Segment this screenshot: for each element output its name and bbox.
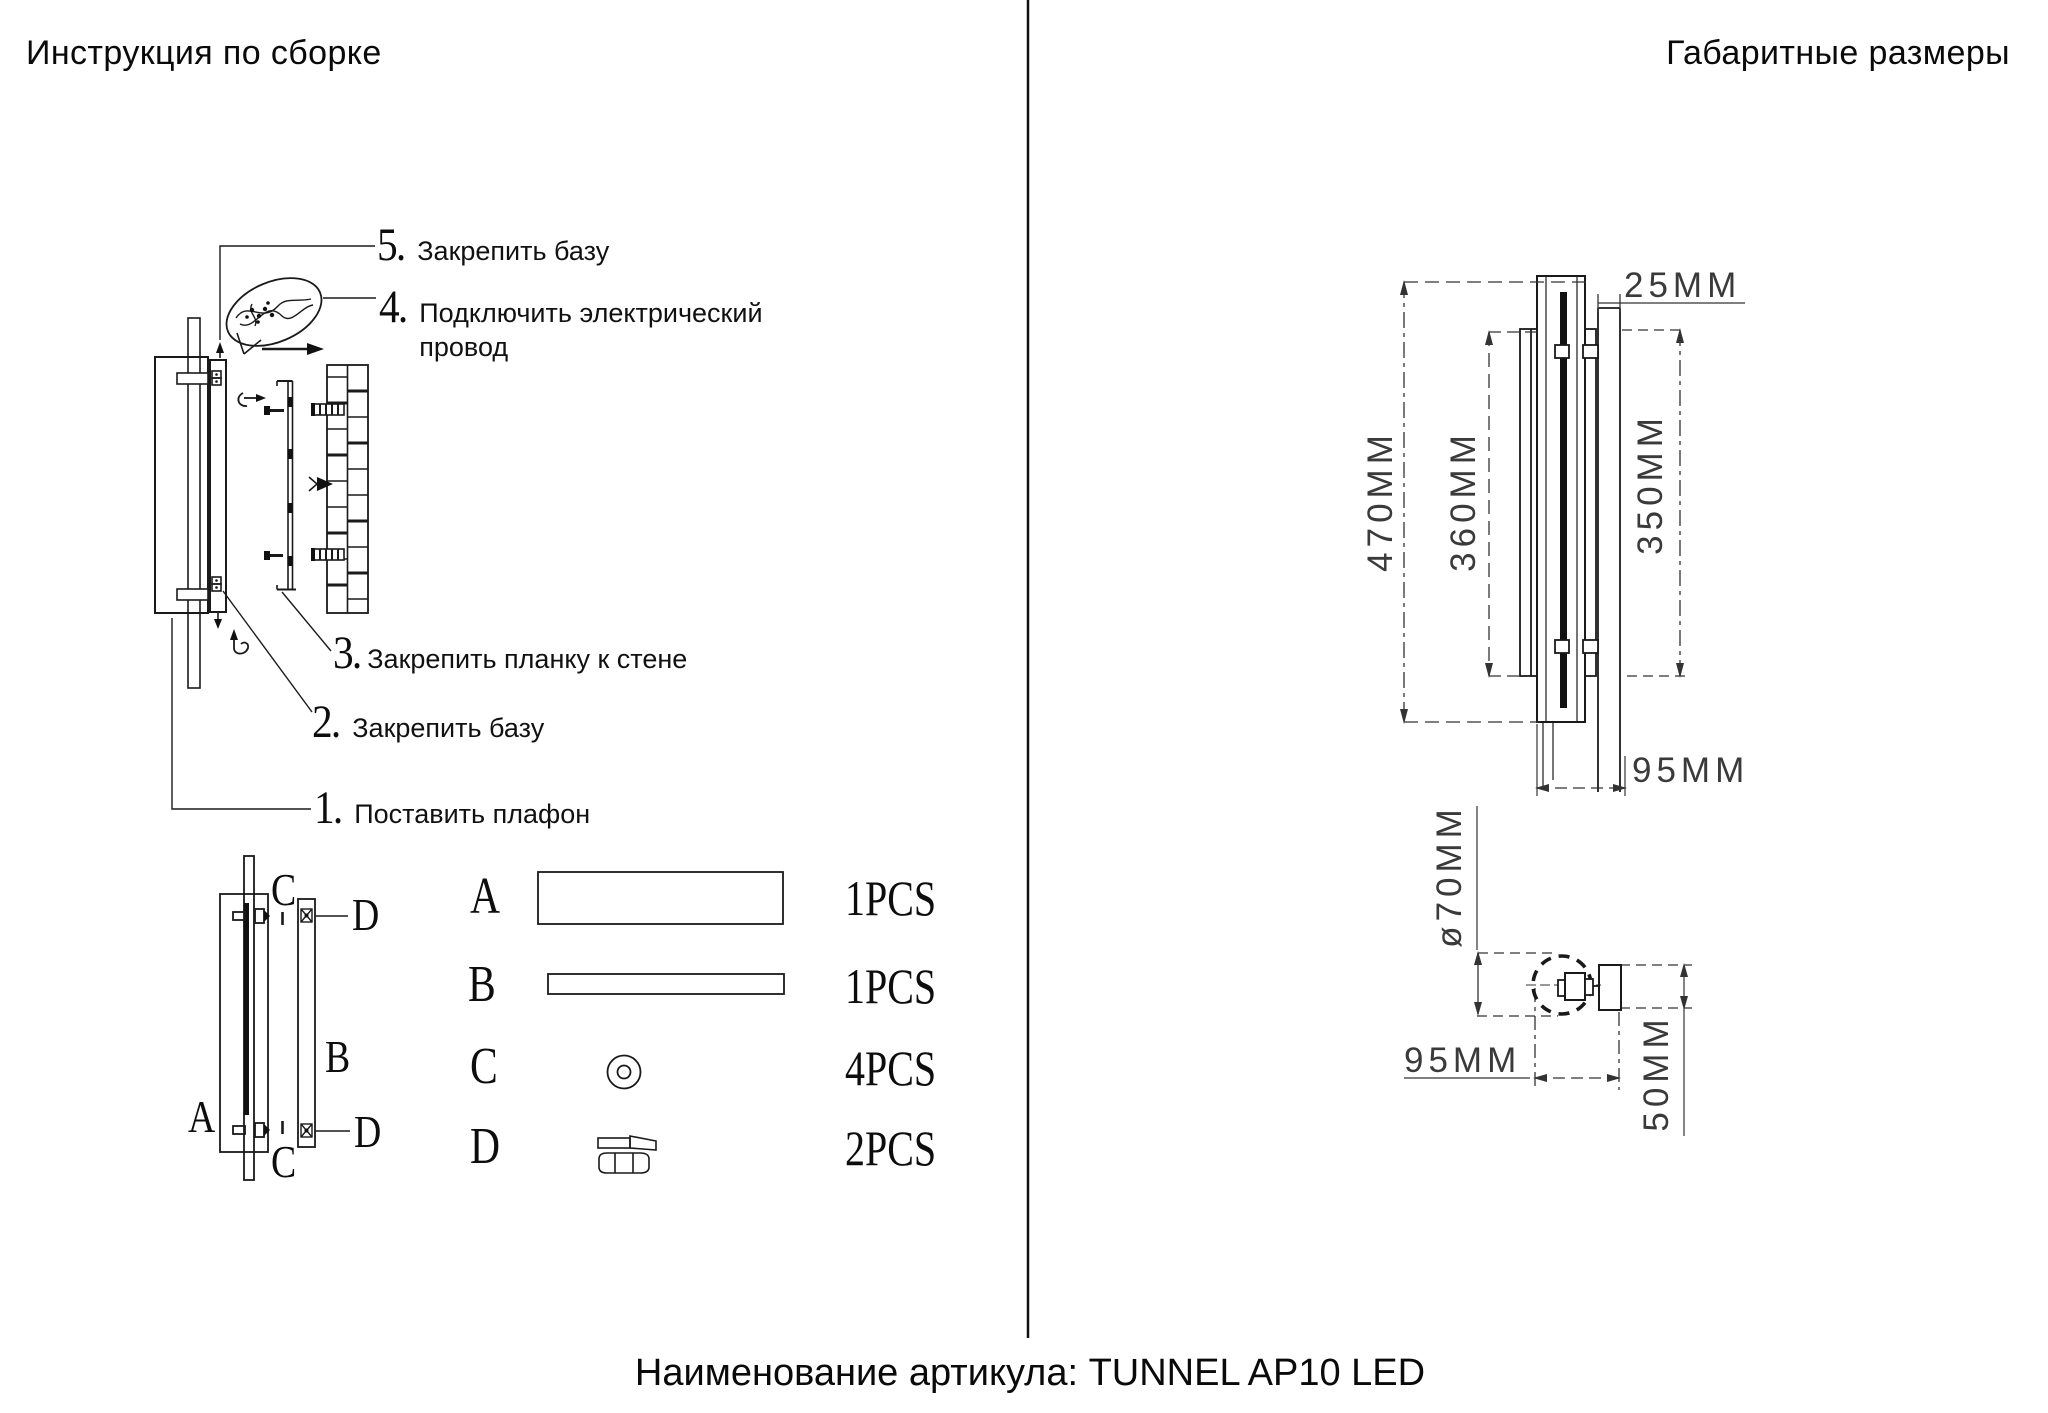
dim-50: 50MM bbox=[1637, 1014, 1676, 1132]
exploded-label-c-top: C bbox=[271, 865, 297, 915]
exploded-label-a: A bbox=[188, 1092, 216, 1142]
step-2 bbox=[312, 696, 545, 748]
step-3-text: Закрепить планку к стене bbox=[367, 644, 688, 674]
part-row-c-qty: 4PCS bbox=[845, 1040, 937, 1096]
exploded-bar bbox=[298, 899, 315, 1147]
base-strip bbox=[210, 360, 226, 612]
dim-25: 25MM bbox=[1624, 266, 1742, 305]
wall-bracket bbox=[1599, 965, 1621, 1010]
step-5-number: 5. bbox=[377, 219, 405, 271]
step-3-number: 3. bbox=[333, 627, 361, 679]
dim-350: 350MM bbox=[1631, 413, 1670, 555]
step-2-text: Закрепить базу bbox=[352, 713, 545, 743]
exploded-label-b: B bbox=[325, 1032, 351, 1082]
part-row-d-qty: 2PCS bbox=[845, 1120, 937, 1176]
center-mount bbox=[1558, 973, 1599, 1000]
wall-column bbox=[1598, 308, 1620, 792]
dim-95-side: 95MM bbox=[1632, 751, 1750, 790]
side-view-drawing bbox=[1361, 266, 1749, 796]
step-1-text: Поставить плафон bbox=[354, 799, 591, 829]
article-name: Наименование артикула: TUNNEL AP10 LED bbox=[634, 1352, 1426, 1394]
part-d-icon bbox=[598, 1136, 656, 1173]
dimensions-title: Габаритные размеры bbox=[1666, 34, 2010, 72]
part-row-b-letter: B bbox=[468, 956, 496, 1013]
exploded-label-d-top: D bbox=[352, 890, 380, 940]
dim-70: ø70MM bbox=[1430, 804, 1469, 948]
top-view-drawing bbox=[1404, 804, 1692, 1136]
step-5 bbox=[377, 219, 610, 271]
parts-icons bbox=[538, 872, 784, 1173]
dim-470: 470MM bbox=[1361, 430, 1400, 572]
part-row-a-qty: 1PCS bbox=[845, 870, 937, 926]
part-row-d-letter: D bbox=[470, 1118, 501, 1175]
step-4-number: 4. bbox=[379, 281, 407, 333]
mounting-plate bbox=[277, 381, 296, 590]
part-row-c-letter: C bbox=[470, 1038, 498, 1095]
step-3 bbox=[333, 627, 688, 679]
part-row-b-qty: 1PCS bbox=[845, 958, 937, 1014]
step-5-text: Закрепить базу bbox=[417, 236, 610, 266]
part-row-a-letter: A bbox=[470, 868, 501, 925]
step-1 bbox=[314, 782, 591, 834]
part-b-icon bbox=[548, 974, 784, 994]
dim-95-top: 95MM bbox=[1404, 1041, 1522, 1080]
exploded-leaders bbox=[315, 916, 350, 1131]
screw-bolts bbox=[264, 406, 284, 560]
rotate-icons bbox=[230, 393, 266, 654]
assembly-title: Инструкция по сборке bbox=[26, 34, 382, 72]
wall-arrow-icon bbox=[317, 477, 333, 491]
wire-balloon bbox=[216, 265, 331, 359]
exploded-label-c-bottom: C bbox=[271, 1137, 297, 1187]
brick-wall bbox=[327, 365, 368, 613]
step-2-number: 2. bbox=[312, 696, 340, 748]
step-4 bbox=[379, 281, 811, 365]
step-1-number: 1. bbox=[314, 782, 342, 834]
exploded-label-d-bottom: D bbox=[354, 1107, 382, 1157]
dim-360: 360MM bbox=[1444, 430, 1483, 572]
part-c-icon bbox=[608, 1056, 641, 1089]
step-4-text: Подключить электрический провод bbox=[419, 298, 763, 362]
part-a-icon bbox=[538, 872, 783, 924]
